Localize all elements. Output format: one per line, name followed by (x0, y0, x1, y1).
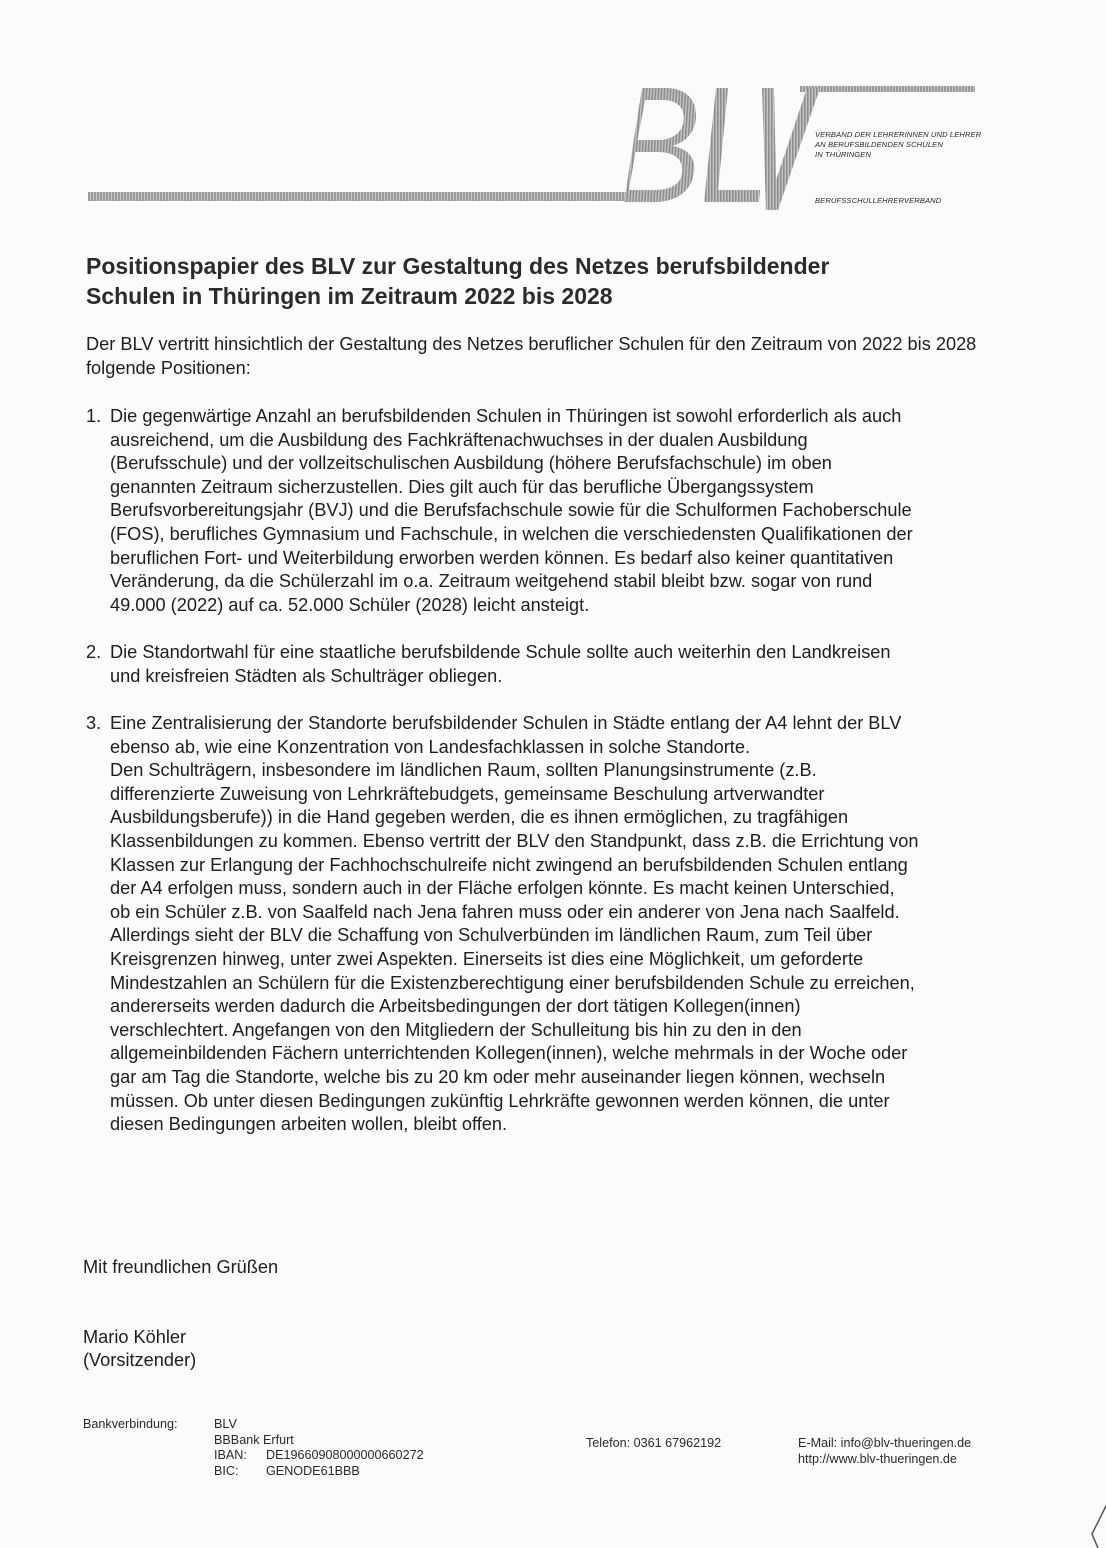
item-line: Berufsvorbereitungsjahr (BVJ) und die Berufsfachschule sowie für die Schulformen Fachoberschule (110, 500, 912, 521)
item-line: ausreichend, um die Ausbildung des Fachkräftenachwuchses in der dualen Ausbildung (110, 429, 808, 450)
item-line: gar am Tag die Standorte, welche bis zu 20 km oder mehr auseinander liegen können, wechseln (110, 1066, 886, 1087)
item-line: (FOS), berufliches Gymnasium und Fachschule, in welchen die verschiedensten Qualifikationen der (110, 523, 913, 544)
item-line: Die gegenwärtige Anzahl an berufsbildenden Schulen in Thüringen ist sowohl erforderlich als auch (110, 406, 902, 426)
org-line: AN BERUFSBILDENDEN SCHULEN (815, 140, 943, 149)
scan-edge-mark (1076, 1504, 1106, 1548)
title-line: Schulen in Thüringen im Zeitraum 2022 bis 2028 (86, 283, 613, 309)
item-number: 3. (86, 713, 102, 733)
item-number: 2. (86, 642, 102, 662)
item-line: Den Schulträgern, insbesondere im ländlichen Raum, sollten Planungsinstrumente (z.B. (110, 760, 817, 781)
item-line: genannten Zeitraum sicherzustellen. Dies gilt auch für das berufliche Übergangssystem (110, 476, 814, 497)
item-line: Die Standortwahl für eine staatliche berufsbildende Schule sollte auch weiterhin den Landkreisen (110, 642, 891, 662)
item-line: Mindestzahlen an Schülern für die Existenzberechtigung einer berufsbildenden Schule zu erreichen, (110, 972, 915, 993)
bank-institute: BBBank Erfurt (214, 1432, 294, 1447)
item-text (110, 405, 1036, 617)
item-line: Klassen zur Erlangung der Fachhochschulreife nicht zwingend an berufsbildenden Schulen entlang (110, 854, 908, 875)
intro-paragraph: Der BLV vertritt hinsichtlich der Gestaltung des Netzes beruflicher Schulen für den Zeitraum von 2022 bis 2028 folgende Positionen: (86, 334, 977, 378)
contact-details (798, 1436, 971, 1467)
item-line: der A4 erfolgen muss, sondern auch in der Fläche erfolgen könnte. Es macht keinen Unterschied, (110, 878, 895, 899)
email-address: E-Mail: info@blv-thueringen.de (798, 1436, 972, 1450)
letterhead-rule-left (88, 192, 630, 201)
item-text (110, 712, 1036, 1137)
iban-label: IBAN: (214, 1448, 247, 1462)
website-link: http://www.blv-thueringen.de (798, 1451, 957, 1466)
signer-role: (Vorsitzender) (83, 1350, 197, 1370)
bank-name: BLV (214, 1417, 237, 1431)
letterhead-rule-top (800, 86, 975, 92)
item-line: und kreisfreien Städten als Schulträger obliegen. (110, 665, 503, 686)
item-line: Eine Zentralisierung der Standorte berufsbildender Schulen in Städte entlang der A4 lehnt der BLV (110, 713, 902, 733)
item-line: Allerdings sieht der BLV die Schaffung von Schulverbünden im ländlichen Raum, zum Teil über (110, 925, 873, 946)
position-item-3 (86, 712, 1036, 1137)
letterhead-org-name (815, 130, 981, 160)
iban-row (214, 1448, 424, 1464)
item-text (110, 641, 1036, 688)
item-line: andererseits werden dadurch die Arbeitsbedingungen der dort tätigen Kollegen(innen) (110, 996, 801, 1017)
item-line: ebenso ab, wie eine Konzentration von Landesfachklassen in solche Standorte. (110, 736, 751, 757)
item-line: Kreisgrenzen hinweg, unter zwei Aspekten. Einerseits ist dies eine Möglichkeit, um geforderte (110, 948, 864, 969)
phone-number: Telefon: 0361 67962192 (586, 1436, 722, 1450)
blv-logo (612, 60, 822, 220)
item-line: (Berufsschule) und der vollzeitschulischen Ausbildung (höhere Berufsfachschule) im oben (110, 453, 832, 474)
bic-label: BIC: (214, 1463, 239, 1478)
iban-value: DE19660908000000660272 (266, 1448, 424, 1462)
letterhead-subtitle: BERUFSSCHULLEHRERVERBAND (815, 196, 942, 205)
item-line: diesen Bedingungen arbeiten wollen, bleibt offen. (110, 1114, 508, 1135)
org-line: IN THÜRINGEN (815, 150, 872, 159)
item-line: beruflichen Fort- und Weiterbildung erworben werden können. Es bedarf also keiner quantitativen (110, 547, 894, 568)
signer-name: Mario Köhler (83, 1327, 187, 1347)
bank-label: Bankverbindung: (83, 1417, 178, 1431)
document-title (86, 251, 986, 311)
item-line: Klassenbildungen zu kommen. Ebenso vertritt der BLV den Standpunkt, dass z.B. die Errichtung von (110, 830, 919, 851)
position-item-1 (86, 405, 1036, 617)
position-item-2 (86, 641, 1036, 688)
org-line: VERBAND DER LEHRERINNEN UND LEHRER (815, 130, 982, 139)
bic-value: GENODE61BBB (266, 1463, 360, 1478)
bank-details (214, 1417, 424, 1479)
item-line: differenzierte Zuweisung von Lehrkräftebudgets, gemeinsame Beschulung artverwandter (110, 783, 825, 804)
item-line: 49.000 (2022) auf ca. 52.000 Schüler (2028) leicht ansteigt. (110, 594, 590, 615)
item-line: müssen. Ob unter diesen Bedingungen zukünftig Lehrkräfte gewonnen werden können, die unter (110, 1090, 890, 1111)
item-line: Veränderung, da die Schülerzahl im o.a. Zeitraum weitgehend stabil bleibt bzw. sogar von rund (110, 571, 873, 592)
item-line: allgemeinbildenden Fächern unterrichtenden Kollegen(innen), welche mehrmals in der Woche oder (110, 1043, 908, 1064)
signature-block (83, 1326, 196, 1372)
item-line: ob ein Schüler z.B. von Saalfeld nach Jena fahren muss oder ein anderer von Jena nach Saalfeld. (110, 901, 900, 922)
item-number: 1. (86, 406, 102, 426)
closing-salutation: Mit freundlichen Grüßen (83, 1257, 279, 1277)
item-line: verschlechtert. Angefangen von den Mitgliedern der Schulleitung bis hin zu den in den (110, 1019, 802, 1040)
bic-row (214, 1464, 424, 1480)
title-line: Positionspapier des BLV zur Gestaltung des Netzes berufsbildender (86, 253, 830, 279)
item-line: Ausbildungsberufe)) in die Hand gegeben werden, die es ihnen ermöglichen, zu tragfähigen (110, 807, 849, 828)
